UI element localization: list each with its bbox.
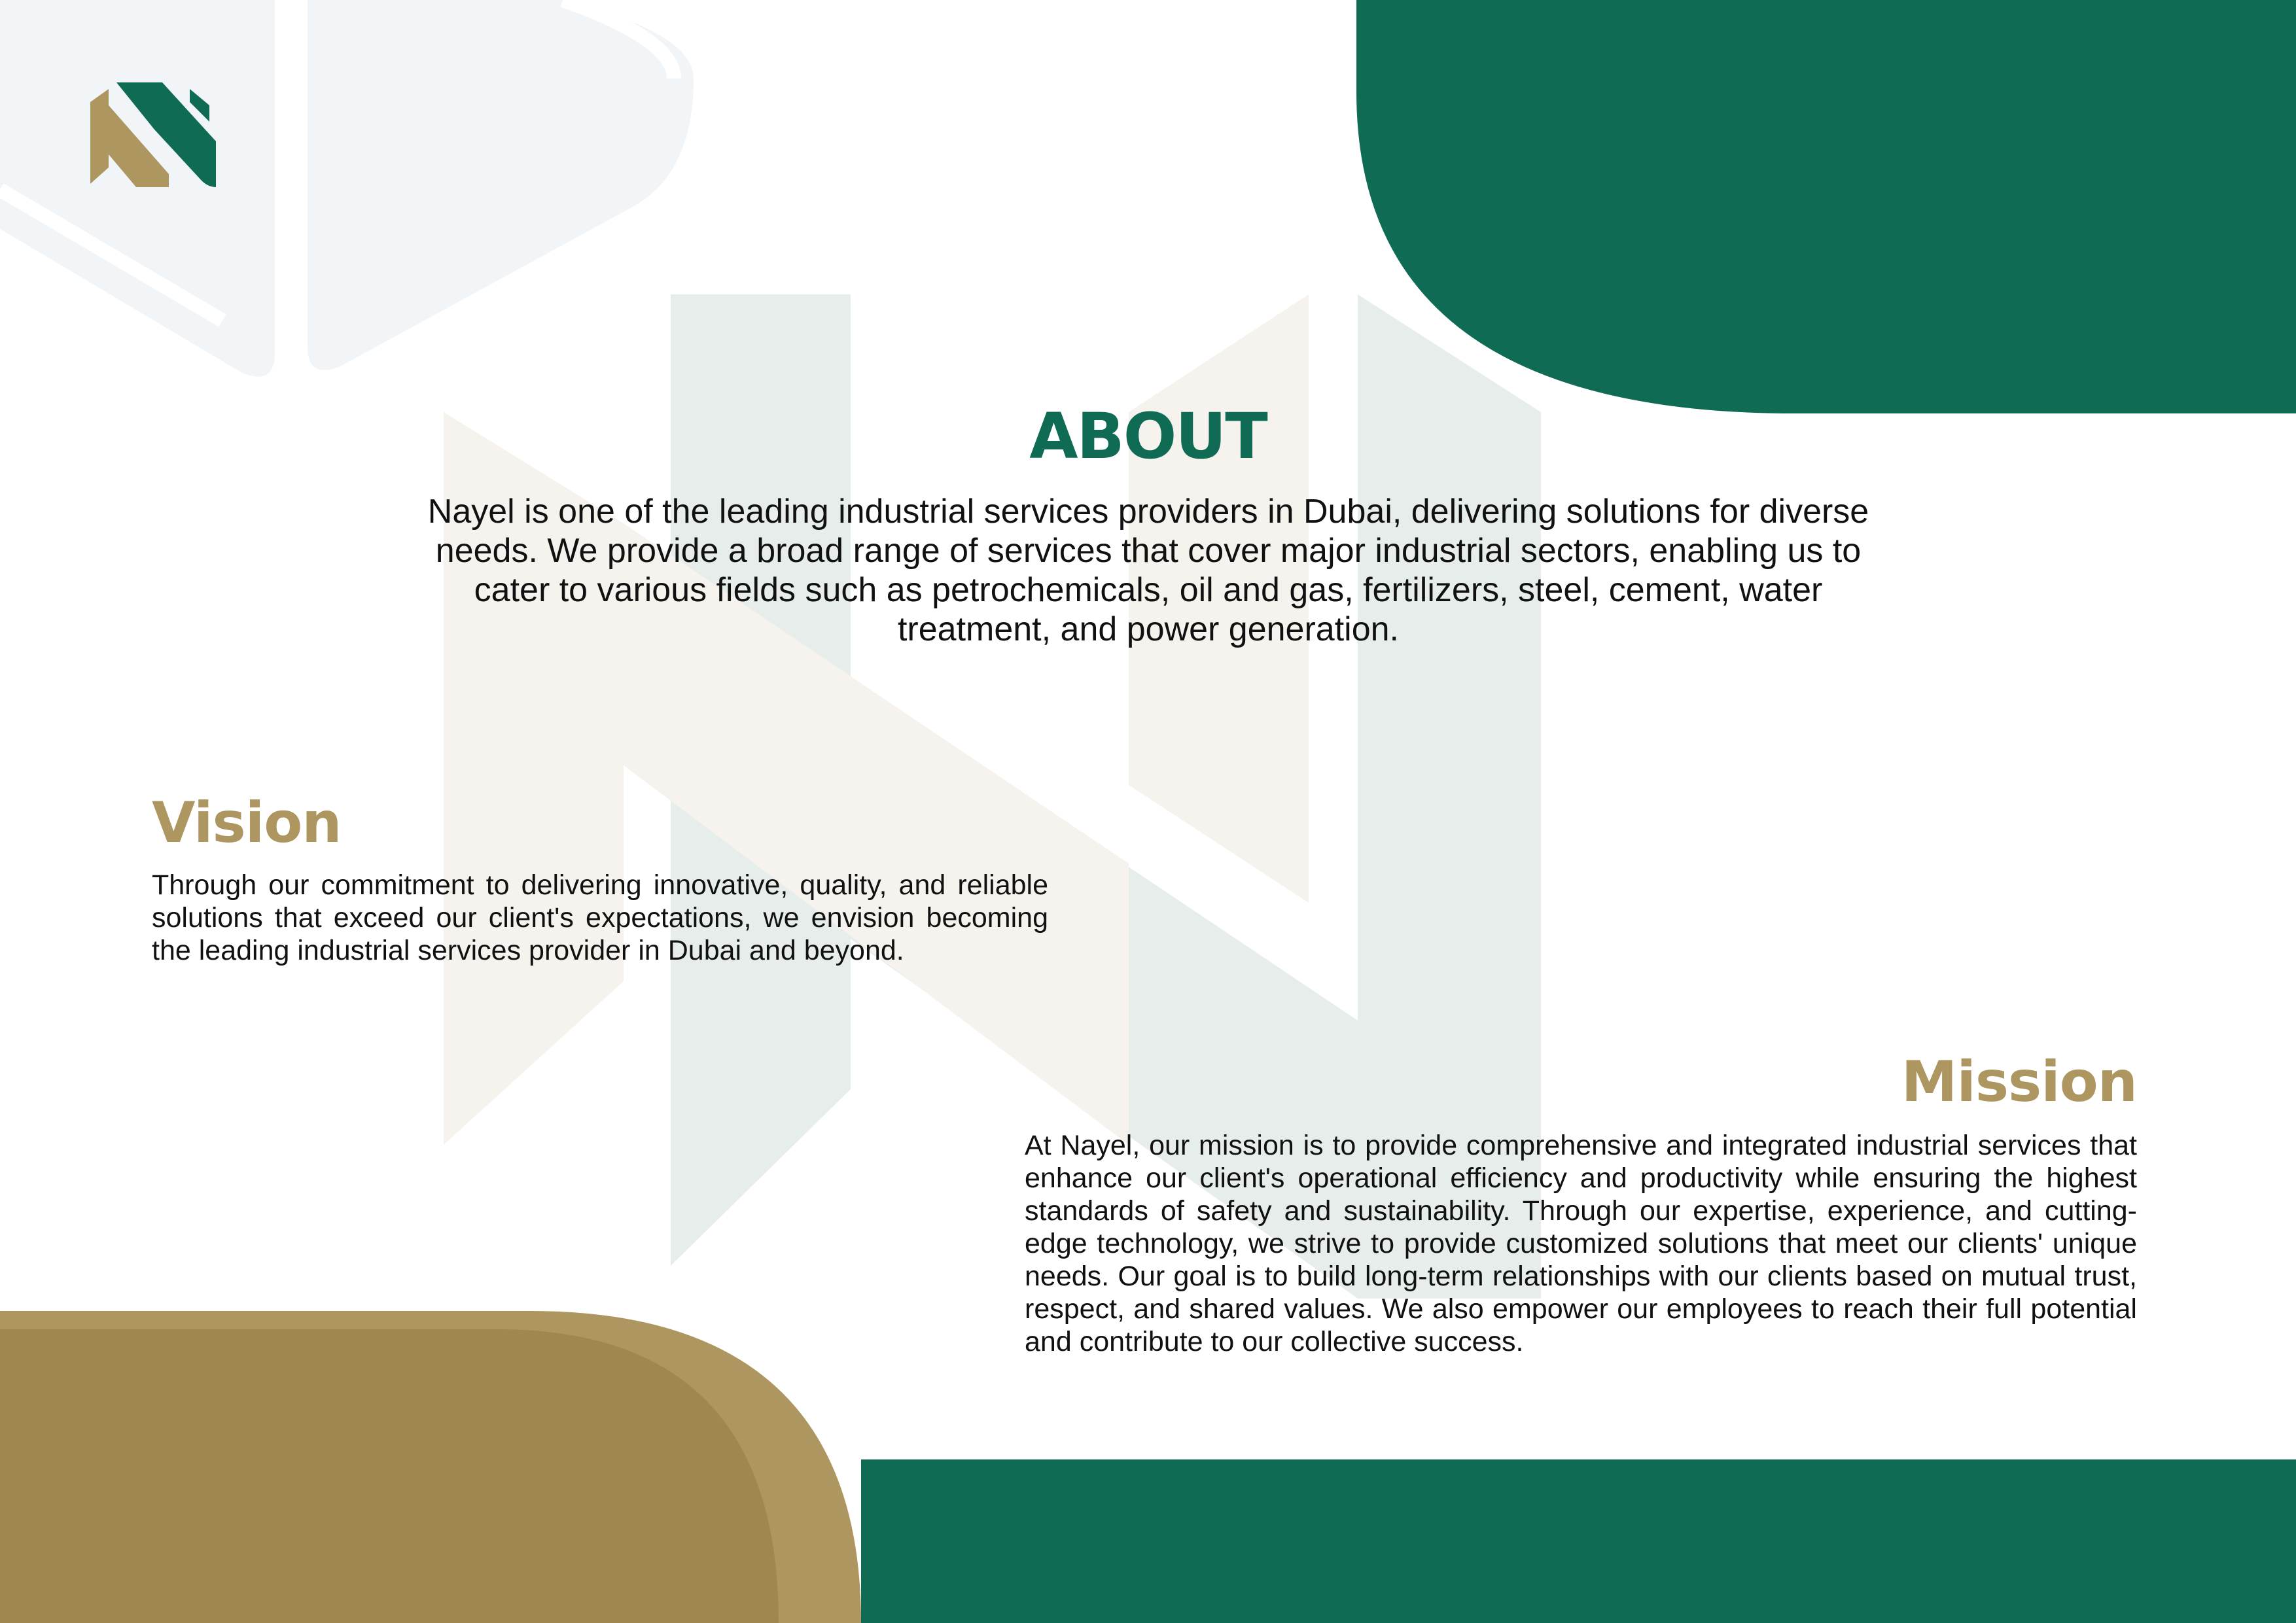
ghost-shape-right: [308, 0, 694, 370]
about-title: ABOUT: [1029, 400, 1267, 473]
nayel-n-monogram-icon: [90, 82, 216, 187]
about-description: Nayel is one of the leading industrial services providers in Dubai, delivering solutions for diverse needs. We provide a broad range of services that cover major industrial sectors, enabling us to cater to various fields such as petrochemicals, oil and gas, fertilizers, steel, cement, water treatment, and power generation.: [427, 493, 1869, 648]
bottom-green-band: [861, 1459, 2296, 1623]
top-right-green-panel: [1356, 0, 2296, 413]
mission-description: At Nayel, our mission is to provide comprehensive and integrated industrial services that enhance our client's operational efficiency and productivity while ensuring the highest standards of safety and sustainability. Through our expertise, experience, and cutting-edge technology, we strive to provide customized solutions that meet our clients' unique needs. Our goal is to build long-term relationships with our clients based on mutual trust, respect, and shared values. We also empower our employees to reach their full potential and contribute to our collective success.: [1025, 1130, 2137, 1357]
ghost-shape-left: [0, 0, 275, 377]
bottom-left-gold-inner: [0, 1329, 779, 1623]
vision-title: Vision: [152, 790, 342, 856]
mission-title: Mission: [1901, 1049, 2137, 1115]
vision-description: Through our commitment to delivering innovative, quality, and reliable solutions that exceed our client's expectations, we envision becoming the leading industrial services provider in Dubai and beyond.: [152, 869, 1048, 966]
